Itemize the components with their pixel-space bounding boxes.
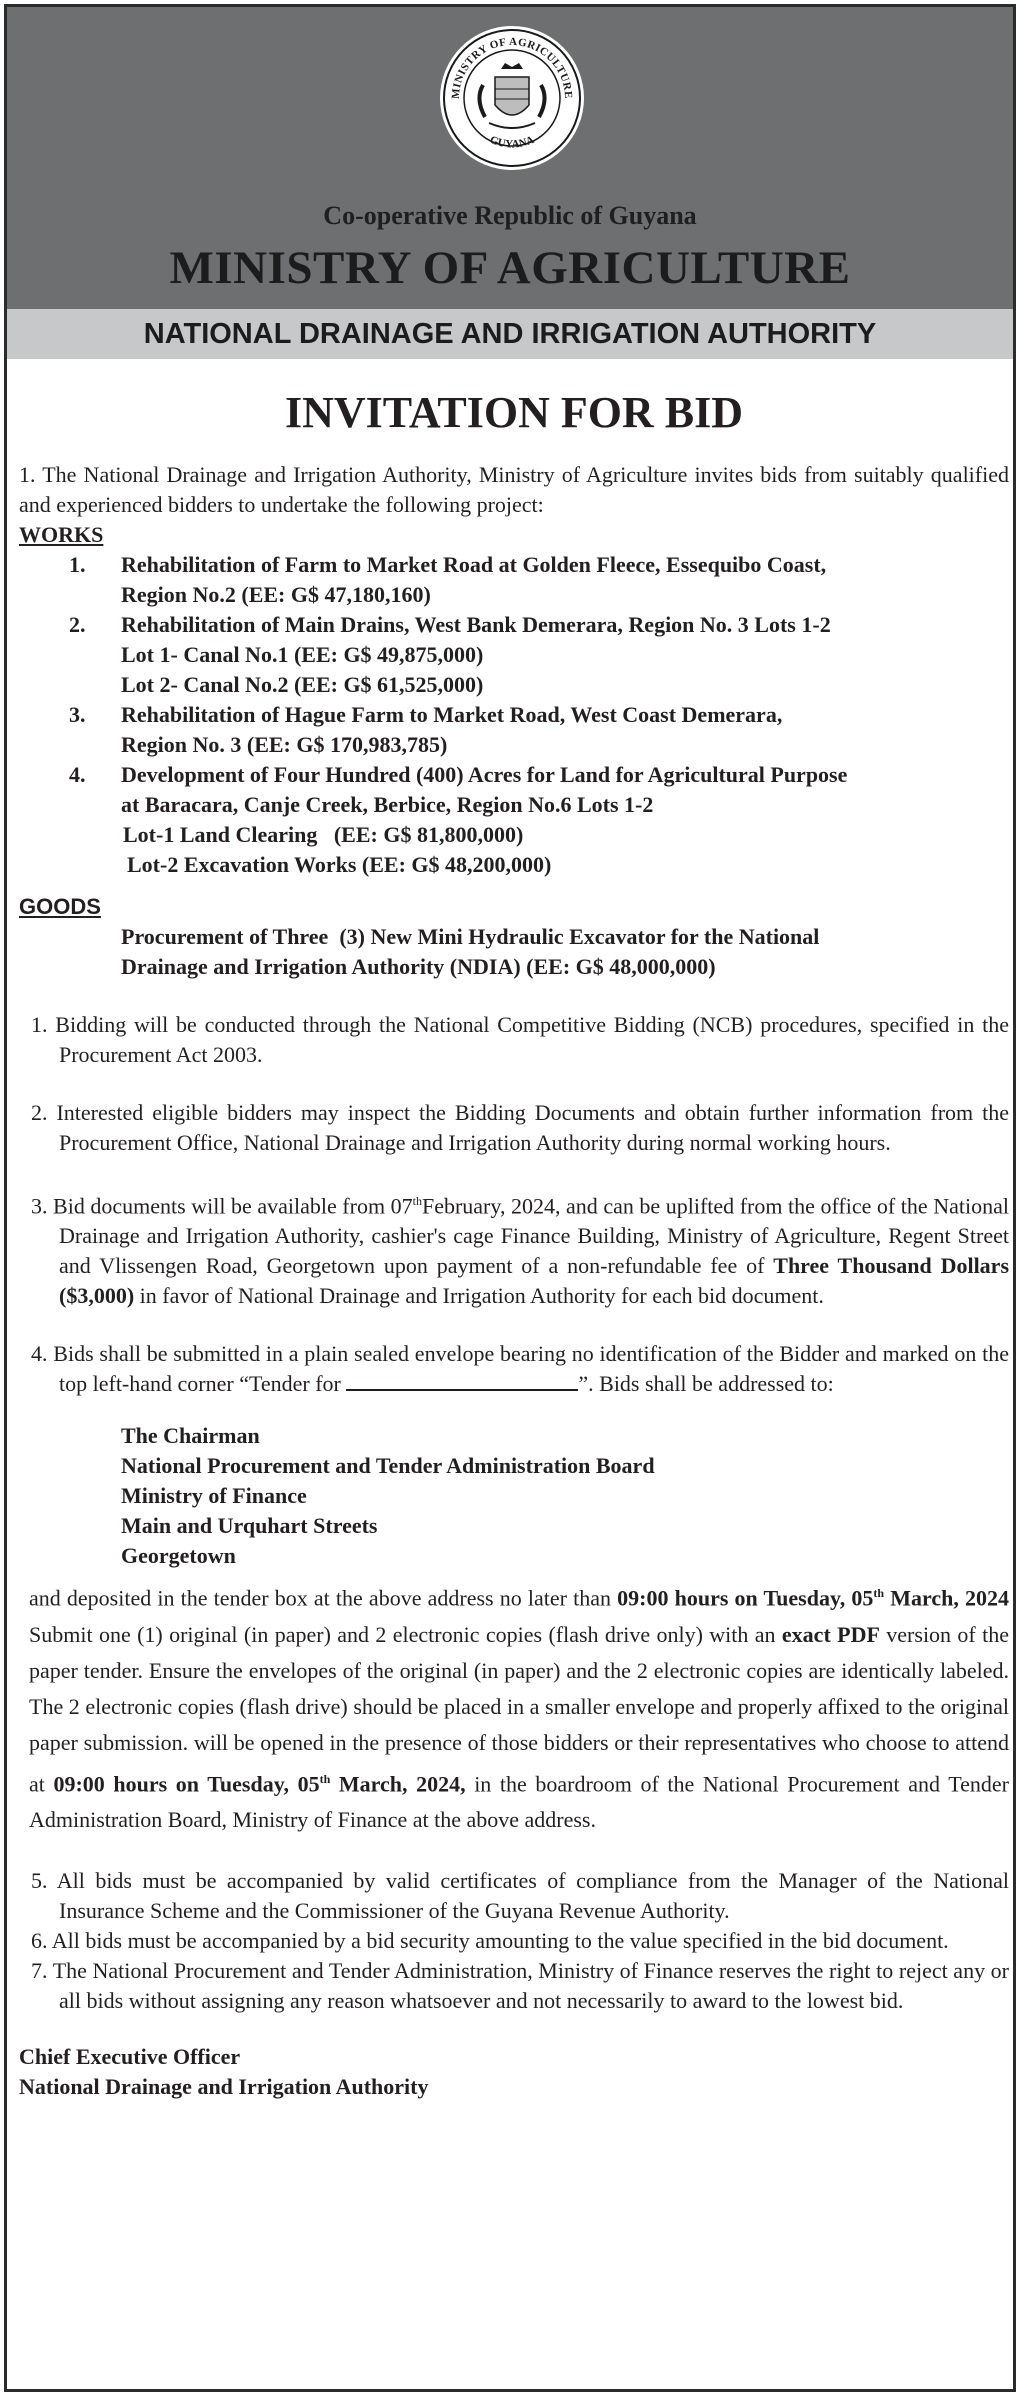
address-block: The Chairman National Procurement and Tender Administration Board Ministry of Finance Main and Urquhart Streets Georgetown: [121, 1423, 655, 1569]
paragraph-1: 1. Bidding will be conducted through the National Competitive Bidding (NCB) procedures, specified in the Procurement Act 2003.: [31, 1012, 1009, 1067]
svg-text:GUYANA: GUYANA: [487, 133, 537, 151]
ministry-seal-emblem: [439, 25, 585, 171]
works-list: [19, 550, 1009, 880]
goods-list: [19, 922, 1009, 982]
header-banner: [7, 7, 1013, 309]
tender-blank-line: [346, 1369, 578, 1391]
paragraph-3: 3. Bid documents will be available from 07thFebruary, 2024, and can be uplifted from the office of the National Drainage and Irrigation Authority, cashier's cage Finance Building, Ministry of Agriculture, Regent Street and Vlissengen Road, Georgetown upon payment of a non-refundable fee of Three Thousand Dollars ($3,000) in favor of National Drainage and Irrigation Authority for each bid document.: [31, 1193, 1010, 1309]
works-item: 2. Rehabilitation of Main Drains, West Bank Demerara, Region No. 3 Lots 1-2 Lot 1- Canal No.1 (EE: G$ 49,875,000) Lot 2- Canal No.2 (EE: G$ 61,525,000): [69, 612, 831, 697]
goods-heading: GOODS: [19, 894, 101, 919]
works-item: 3. Rehabilitation of Hague Farm to Market Road, West Coast Demerara, Region No. 3 (EE: G$ 170,983,785): [69, 702, 783, 757]
paragraph-2: 2. Interested eligible bidders may inspect the Bidding Documents and obtain further information from the Procurement Office, National Drainage and Irrigation Authority during normal working hours.: [31, 1100, 1009, 1155]
page-title: INVITATION FOR BID: [285, 388, 743, 437]
paragraph-5: 5. All bids must be accompanied by valid certificates of compliance from the Manager of the National Insurance Scheme and the Commissioner of the Guyana Revenue Authority.: [31, 1867, 1009, 1923]
paragraph-7: 7. The National Procurement and Tender Administration, Ministry of Finance reserves the right to reject any or all bids without assigning any reason whatsoever and not necessarily to award to the lowest bid.: [31, 1957, 1009, 2013]
paragraph-4: 4. Bids shall be submitted in a plain sealed envelope bearing no identification of the Bidder and marked on the top left-hand corner “Tender for ”. Bids shall be addressed to:: [31, 1341, 1009, 1397]
ministry-name: MINISTRY OF AGRICULTURE: [169, 242, 851, 294]
signoff: Chief Executive Officer National Drainage and Irrigation Authority: [19, 2043, 429, 2099]
svg-text:MINISTRY OF AGRICULTURE: MINISTRY OF AGRICULTURE: [449, 35, 575, 100]
paragraph-6: 6. All bids must be accompanied by a bid security amounting to the value specified in the bid document.: [31, 1927, 949, 1953]
works-heading: WORKS: [19, 522, 104, 547]
notice-body: [19, 359, 1009, 2102]
works-item: 4. Development of Four Hundred (400) Acres for Land for Agricultural Purpose at Baracara, Canje Creek, Berbice, Region No.6 Lots 1-2 Lot-1 Land Clearing (EE: G$ 81,800,000) Lot-2 Excavation Works (EE: G$ 48,200,000): [69, 762, 848, 877]
country-name: Co-operative Republic of Guyana: [323, 201, 697, 230]
deposit-paragraph: and deposited in the tender box at the above address no later than 09:00 hours on Tuesday, 05th March, 2024 Submit one (1) original (in paper) and 2 electronic copies (flash drive only) with an exact PDF version of the paper tender. Ensure the envelopes of the original (in paper) and the 2 electronic copies are identically labeled. The 2 electronic copies (flash drive) should be placed in a smaller envelope and properly affixed to the original paper submission. will be opened in the presence of those bidders or their representatives who choose to attend at 09:00 hours on Tuesday, 05th March, 2024, in the boardroom of the National Procurement and Tender Administration Board, Ministry of Finance at the above address.: [29, 1585, 1010, 1832]
authority-band: NATIONAL DRAINAGE AND IRRIGATION AUTHORITY: [7, 309, 1013, 359]
goods-item: Procurement of Three (3) New Mini Hydraulic Excavator for the National Drainage and Irrigation Authority (NDIA) (EE: G$ 48,000,000): [121, 924, 820, 979]
notice-frame: [4, 4, 1016, 2392]
works-item: 1. Rehabilitation of Farm to Market Road at Golden Fleece, Essequibo Coast, Region No.2 (EE: G$ 47,180,160): [69, 552, 827, 607]
intro-paragraph: 1. The National Drainage and Irrigation Authority, Ministry of Agriculture invites bids from suitably qualified and experienced bidders to undertake the following project:: [19, 462, 1009, 517]
